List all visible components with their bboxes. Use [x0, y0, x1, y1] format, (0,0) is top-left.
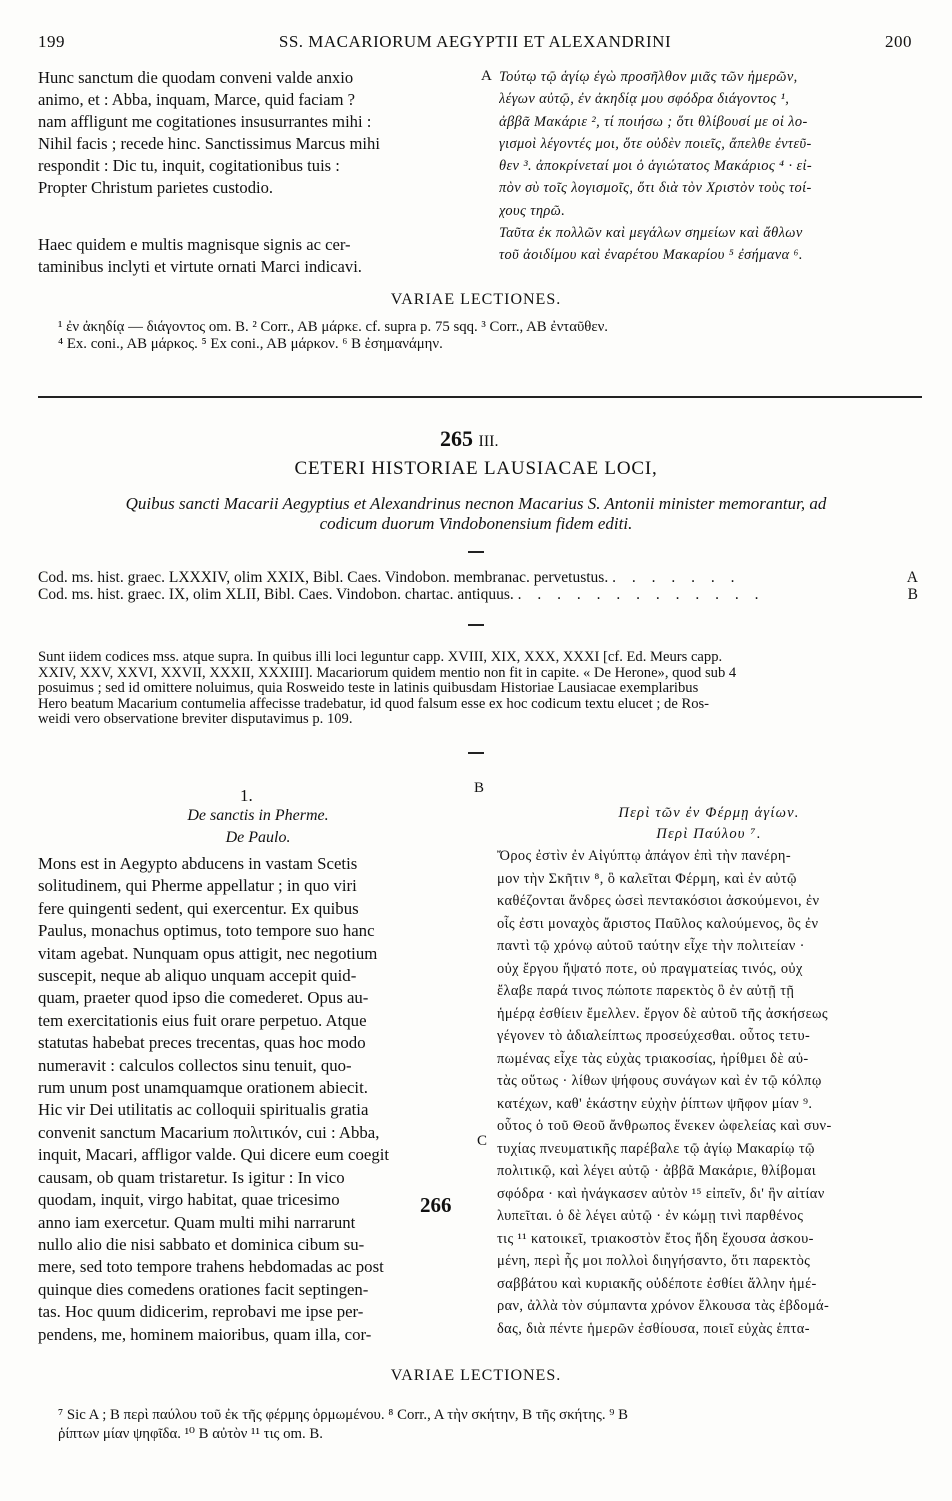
text-line: πωμένας εἶχε τὰς εὐχὰς τριακοσίας, ἠρίθμει δὲ αὐ-	[497, 1050, 809, 1067]
text-line: Mons est in Aegypto abducens in vastam Scetis	[38, 854, 358, 873]
text-line: pendens, me, hominem maioribus, quam illa, cor-	[38, 1324, 372, 1344]
text-line: nullo alio die nisi sabbato et dominica cibum su-	[38, 1234, 365, 1254]
text-line: anno iam exercetur. Quam multi mihi narrarunt	[38, 1212, 356, 1232]
codex-entry-b: Cod. ms. hist. graec. IX, olim XLII, Bibl. Caes. Vindobon. chartac. antiquus. . . . . . . . . . . . . . B	[38, 586, 918, 603]
text-line: πὸν σὺ τοῖς λογισμοῖς, ὅτι διὰ τὸν Χριστὸν τοὺς τοί-	[499, 180, 812, 197]
left-page-number: 199	[38, 32, 65, 51]
text-line: respondit : Dic tu, inquit, cogitationibus tuis :	[38, 156, 340, 176]
text-line: vitam agebat. Nunquam opus attigit, nec negotium	[38, 943, 378, 963]
text-line: causam, ob quam tristaretur. Is igitur : In vico	[38, 1167, 345, 1187]
running-header	[38, 32, 912, 54]
text-line: λυπεῖται. ὁ δὲ λέγει αὐτῷ · ἐν κώμῃ τινὶ παρθένος	[497, 1208, 804, 1224]
greek-chapter-subheading: Περὶ Παύλου ⁷.	[656, 826, 762, 842]
text-line: Propter Christum parietes custodio.	[38, 178, 274, 198]
text-line: quodam, inquit, virgo habitat, quae tricesimo	[38, 1190, 340, 1210]
text-line: tas. Hoc quum didicerim, reprobavi me ipse per-	[38, 1302, 364, 1322]
subtitle-line: Quibus sancti Macarii Aegyptius et Alexandrinus necnon Macarius S. Antonii minister memorantur, ad	[125, 494, 827, 513]
text-line: Paulus, monachus optimus, toto tempore suo hanc	[38, 921, 375, 941]
text-line: Hero beatum Macarium contumelia affecisse tradebatur, id quod falsum esse ex hoc codicum textu elucet ; de Ros-	[38, 696, 710, 712]
text-line: Ταῦτα ἐκ πολλῶν καὶ μεγάλων σημείων καὶ ἄθλων	[499, 225, 803, 242]
section-subtitle	[30, 494, 922, 534]
greek-chapter-heading: Περὶ τῶν ἐν Φέρμῃ ἁγίων.	[618, 805, 800, 821]
codex-entry-a: Cod. ms. hist. graec. LXXXIV, olim XXIX, Bibl. Caes. Vindobon. membranac. pervetustus. . . . . . . . A	[38, 569, 918, 586]
text-line: κατέχων, καθ' ἑκάστην εὐχὴν ῥίπτων ψῆφον μίαν ⁹.	[497, 1095, 813, 1112]
text-line: inquit, Macari, affligor valde. Qui dicere eum coegit	[38, 1145, 390, 1165]
running-title: SS. MACARIORUM AEGYPTII ET ALEXANDRINI	[278, 32, 672, 51]
text-line: suscepit, neque ab aliquo unquam accepit quid-	[38, 966, 357, 986]
intro-paragraph	[38, 650, 918, 728]
text-line: quinque dies comedens orationes facit septingen-	[38, 1279, 369, 1299]
text-line: παντὶ τῷ χρόνῳ αὐτοῦ ταύτην εἶχε τὴν πολιτείαν ·	[497, 938, 805, 954]
text-line: θεν ³. ἀποκρίνεταί μοι ὁ ἁγιώτατος Μακάριος ⁴ · εἰ-	[499, 158, 813, 175]
text-line: τοῦ ἀοιδίμου καὶ ἐναρέτου Μακαρίου ⁵ ἐσήμανα ⁶.	[499, 247, 803, 264]
text-line: οὐχ ἔργου ἥψατό ποτε, οὐ πραγματείας τινός, οὐχ	[497, 960, 803, 977]
dash-separator	[468, 551, 484, 553]
codex-siglum: B	[907, 586, 918, 603]
latin-chapter-heading: De sanctis in Pherme.	[187, 807, 329, 824]
text-line: fere quingenti sedent, qui exercentur. Ex quibus	[38, 898, 359, 918]
text-line: ἡμέρᾳ ἐσθίειν ἔμελλεν. ἔργον δὲ αὐτοῦ τῆς ἀσκήσεως	[497, 1005, 829, 1022]
text-line: μον τὴν Σκῆτιν ⁸, ὃ καλεῖται Φέρμη, καὶ ἐν αὐτῷ	[497, 870, 797, 887]
top-latin-closing	[38, 234, 478, 278]
margin-letter-a: A	[481, 68, 492, 84]
text-line: τυχίας πνευματικῆς παρέβαλε τῷ ἁγίῳ Μακαρίῳ τῷ	[497, 1140, 815, 1157]
text-line: XXIV, XXV, XXVI, XXVII, XXXII, XXXIII]. Macariorum quidem mentio non fit in capite. « De Herone», quod sub 4	[38, 665, 737, 681]
section-number-value: 265	[440, 426, 473, 451]
text-line: nam affligunt me cogitationes insusurrantes mihi :	[38, 112, 372, 132]
footnote-line: ῥίπτων μίαν ψηφῖδα. ¹⁰ B αὐτὸν ¹¹ τις om. B.	[58, 1426, 323, 1442]
footnote-line: ⁷ Sic A ; B περὶ παύλου τοῦ ἐκ τῆς φέρμης ὁρμωμένου. ⁸ Corr., A τὴν σκήτην, B τῆς σκήτης. ⁹ B	[58, 1407, 628, 1423]
text-line: Hunc sanctum die quodam conveni valde anxio	[38, 68, 354, 87]
text-line: mere, sed toto tempore trahens hebdomadas ac post	[38, 1257, 384, 1277]
text-line: numeravit : calculos collectos sinu tenuit, quo-	[38, 1055, 352, 1075]
text-line: weidi vero observatione breviter disputavimus p. 109.	[38, 712, 353, 728]
text-line: Haec quidem e multis magnisque signis ac cer-	[38, 235, 351, 254]
text-line: γέγονεν τὸ ἀδιαλείπτως προσεύχεσθαι. οὗτος τετυ-	[497, 1028, 811, 1044]
text-line: πολιτικῷ, καὶ λέγει αὐτῷ · ἀββᾶ Μακάριε, θλίβομαι	[497, 1163, 816, 1179]
right-page-number: 200	[885, 32, 912, 51]
variae-lectiones-heading-bottom: VARIAE LECTIONES.	[390, 1367, 562, 1384]
text-line: λέγων αὐτῷ, ἐν ἀκηδίᾳ μου σφόδρα διάγοντος ¹,	[499, 91, 790, 108]
margin-letter-c: C	[477, 1133, 488, 1149]
text-line: convenit sanctum Macarium πολιτικόν, cui : Abba,	[38, 1122, 380, 1142]
section-number	[440, 426, 498, 452]
text-line: rum unum post unamquamque orationem abiecit.	[38, 1078, 368, 1098]
latin-chapter-subheading: De Paulo.	[225, 829, 291, 846]
text-line: posuimus ; sed id omittere noluimus, quia Rosweido teste in latinis quibusdam Historiae Lausiacae exemplaribus	[38, 681, 699, 697]
codex-description: Cod. ms. hist. graec. LXXXIV, olim XXIX, Bibl. Caes. Vindobon. membranac. pervetustus.	[38, 569, 609, 586]
chapter-greek-column	[497, 845, 921, 1340]
text-line: Hic vir Dei utilitatis ac colloquii spiritualis gratia	[38, 1100, 369, 1120]
text-line: tem exercitationis eius fuit orare perpetuo. Atque	[38, 1010, 367, 1030]
text-line: animo, et : Abba, inquam, Marce, quid faciam ?	[38, 90, 356, 110]
codex-description: Cod. ms. hist. graec. IX, olim XLII, Bibl. Caes. Vindobon. chartac. antiquus.	[38, 586, 514, 603]
text-line: χους τηρῶ.	[499, 202, 566, 219]
text-line: σφόδρα · καὶ ἠνάγκασεν αὐτὸν ¹⁵ εἰπεῖν, δι' ἣν αἰτίαν	[497, 1185, 825, 1202]
top-latin-column	[38, 67, 478, 200]
text-line: Ὄρος ἐστὶν ἐν Αἰγύπτῳ ἀπάγον ἐπὶ τὴν πανέρη-	[497, 848, 792, 864]
text-line: Τούτῳ τῷ ἁγίῳ ἐγὼ προσῆλθον μιᾶς τῶν ἡμερῶν,	[499, 69, 798, 85]
footnote-line: ¹ ἐν ἀκηδίᾳ — διάγοντος om. B. ² Corr., AB μάρκε. cf. supra p. 75 sqq. ³ Corr., AB ἐνταῦθεν.	[58, 319, 608, 335]
subtitle-line: codicum duorum Vindobonensium fidem editi.	[319, 514, 633, 533]
text-line: taminibus inclyti et virtute ornati Marci indicavi.	[38, 257, 362, 277]
column-number-266: 266	[420, 1193, 452, 1217]
text-line: καθέζονται ἄνδρες ὡσεὶ πεντακόσιοι ἀσκούμενοι, ἐν	[497, 893, 820, 909]
codex-siglum: A	[906, 569, 918, 586]
section-divider	[38, 396, 922, 398]
variae-lectiones-top	[58, 319, 920, 353]
variae-lectiones-bottom	[58, 1406, 920, 1444]
text-line: Sunt iidem codices mss. atque supra. In quibus illi loci leguntur capp. XVIII, XIX, XXX, XXXI [cf. Ed. Meurs capp.	[38, 650, 723, 665]
text-line: τὰς οὕτως · λίθων ψήφους συνάγων καὶ ἐν τῷ κόλπῳ	[497, 1073, 822, 1089]
text-line: statutas habebat preces trecentas, quas hoc modo	[38, 1033, 366, 1053]
section-title: CETERI HISTORIAE LAUSIACAE LOCI,	[294, 458, 658, 479]
chapter-latin-column	[38, 853, 478, 1346]
chapter-number: 1.	[240, 786, 253, 805]
dash-separator	[468, 624, 484, 626]
text-line: Nihil facis ; recede hinc. Sanctissimus Marcus mihi	[38, 134, 380, 154]
text-line: οἷς ἐστι μοναχὸς ἄριστος Παῦλος καλούμενος, ὃς ἐν	[497, 915, 819, 932]
text-line: δας, διὰ πέντε ἡμερῶν ἐσθίουσα, ποιεῖ εὐχὰς ἑπτα-	[497, 1320, 810, 1337]
text-line: σαββάτου καὶ κυριακῆς οὐδέποτε ἐσθίει ἄλλην ἡμέ-	[497, 1275, 817, 1292]
dash-separator	[468, 752, 484, 754]
text-line: γισμοὶ λέγοντές μοι, ὅτε οὐδὲν ποιεῖς, ἄπελθε ἐντεῦ-	[499, 135, 812, 152]
text-line: τις ¹¹ κατοικεῖ, τριακοστὸν ἔτος ἤδη ἔχουσα ἀσκου-	[497, 1230, 814, 1247]
text-line: ραν, ἀλλὰ τὸν σύμπαντα χρόνον ἕλκουσα τὰς ἑβδομά-	[497, 1298, 830, 1314]
text-line: ἔλαβε παρά τινος πώποτε παρεκτὸς ὃ ἐν αὐτῇ τῇ	[497, 983, 795, 999]
text-line: quam, praeter quod ipso die comederet. Opus au-	[38, 988, 369, 1008]
text-line: οὗτος ὁ τοῦ Θεοῦ ἄνθρωπος ἕνεκεν ὠφελείας καὶ συν-	[497, 1118, 832, 1134]
margin-letter-b: B	[474, 780, 485, 796]
footnote-line: ⁴ Ex. coni., AB μάρκος. ⁵ Ex coni., AB μάρκον. ⁶ B ἐσημανάμην.	[58, 336, 443, 352]
text-line: solitudinem, qui Pherme appellatur ; in quo viri	[38, 876, 357, 896]
top-greek-column	[499, 66, 919, 267]
text-line: ἀββᾶ Μακάριε ², τί ποιήσω ; ὅτι θλίβουσί με οἱ λο-	[499, 113, 808, 130]
text-line: μένη, περὶ ἧς μοι πολλοὶ διηγήσαντο, ὅτι παρεκτὸς	[497, 1253, 811, 1269]
variae-lectiones-heading: VARIAE LECTIONES.	[390, 291, 562, 308]
section-roman: III.	[478, 433, 499, 450]
